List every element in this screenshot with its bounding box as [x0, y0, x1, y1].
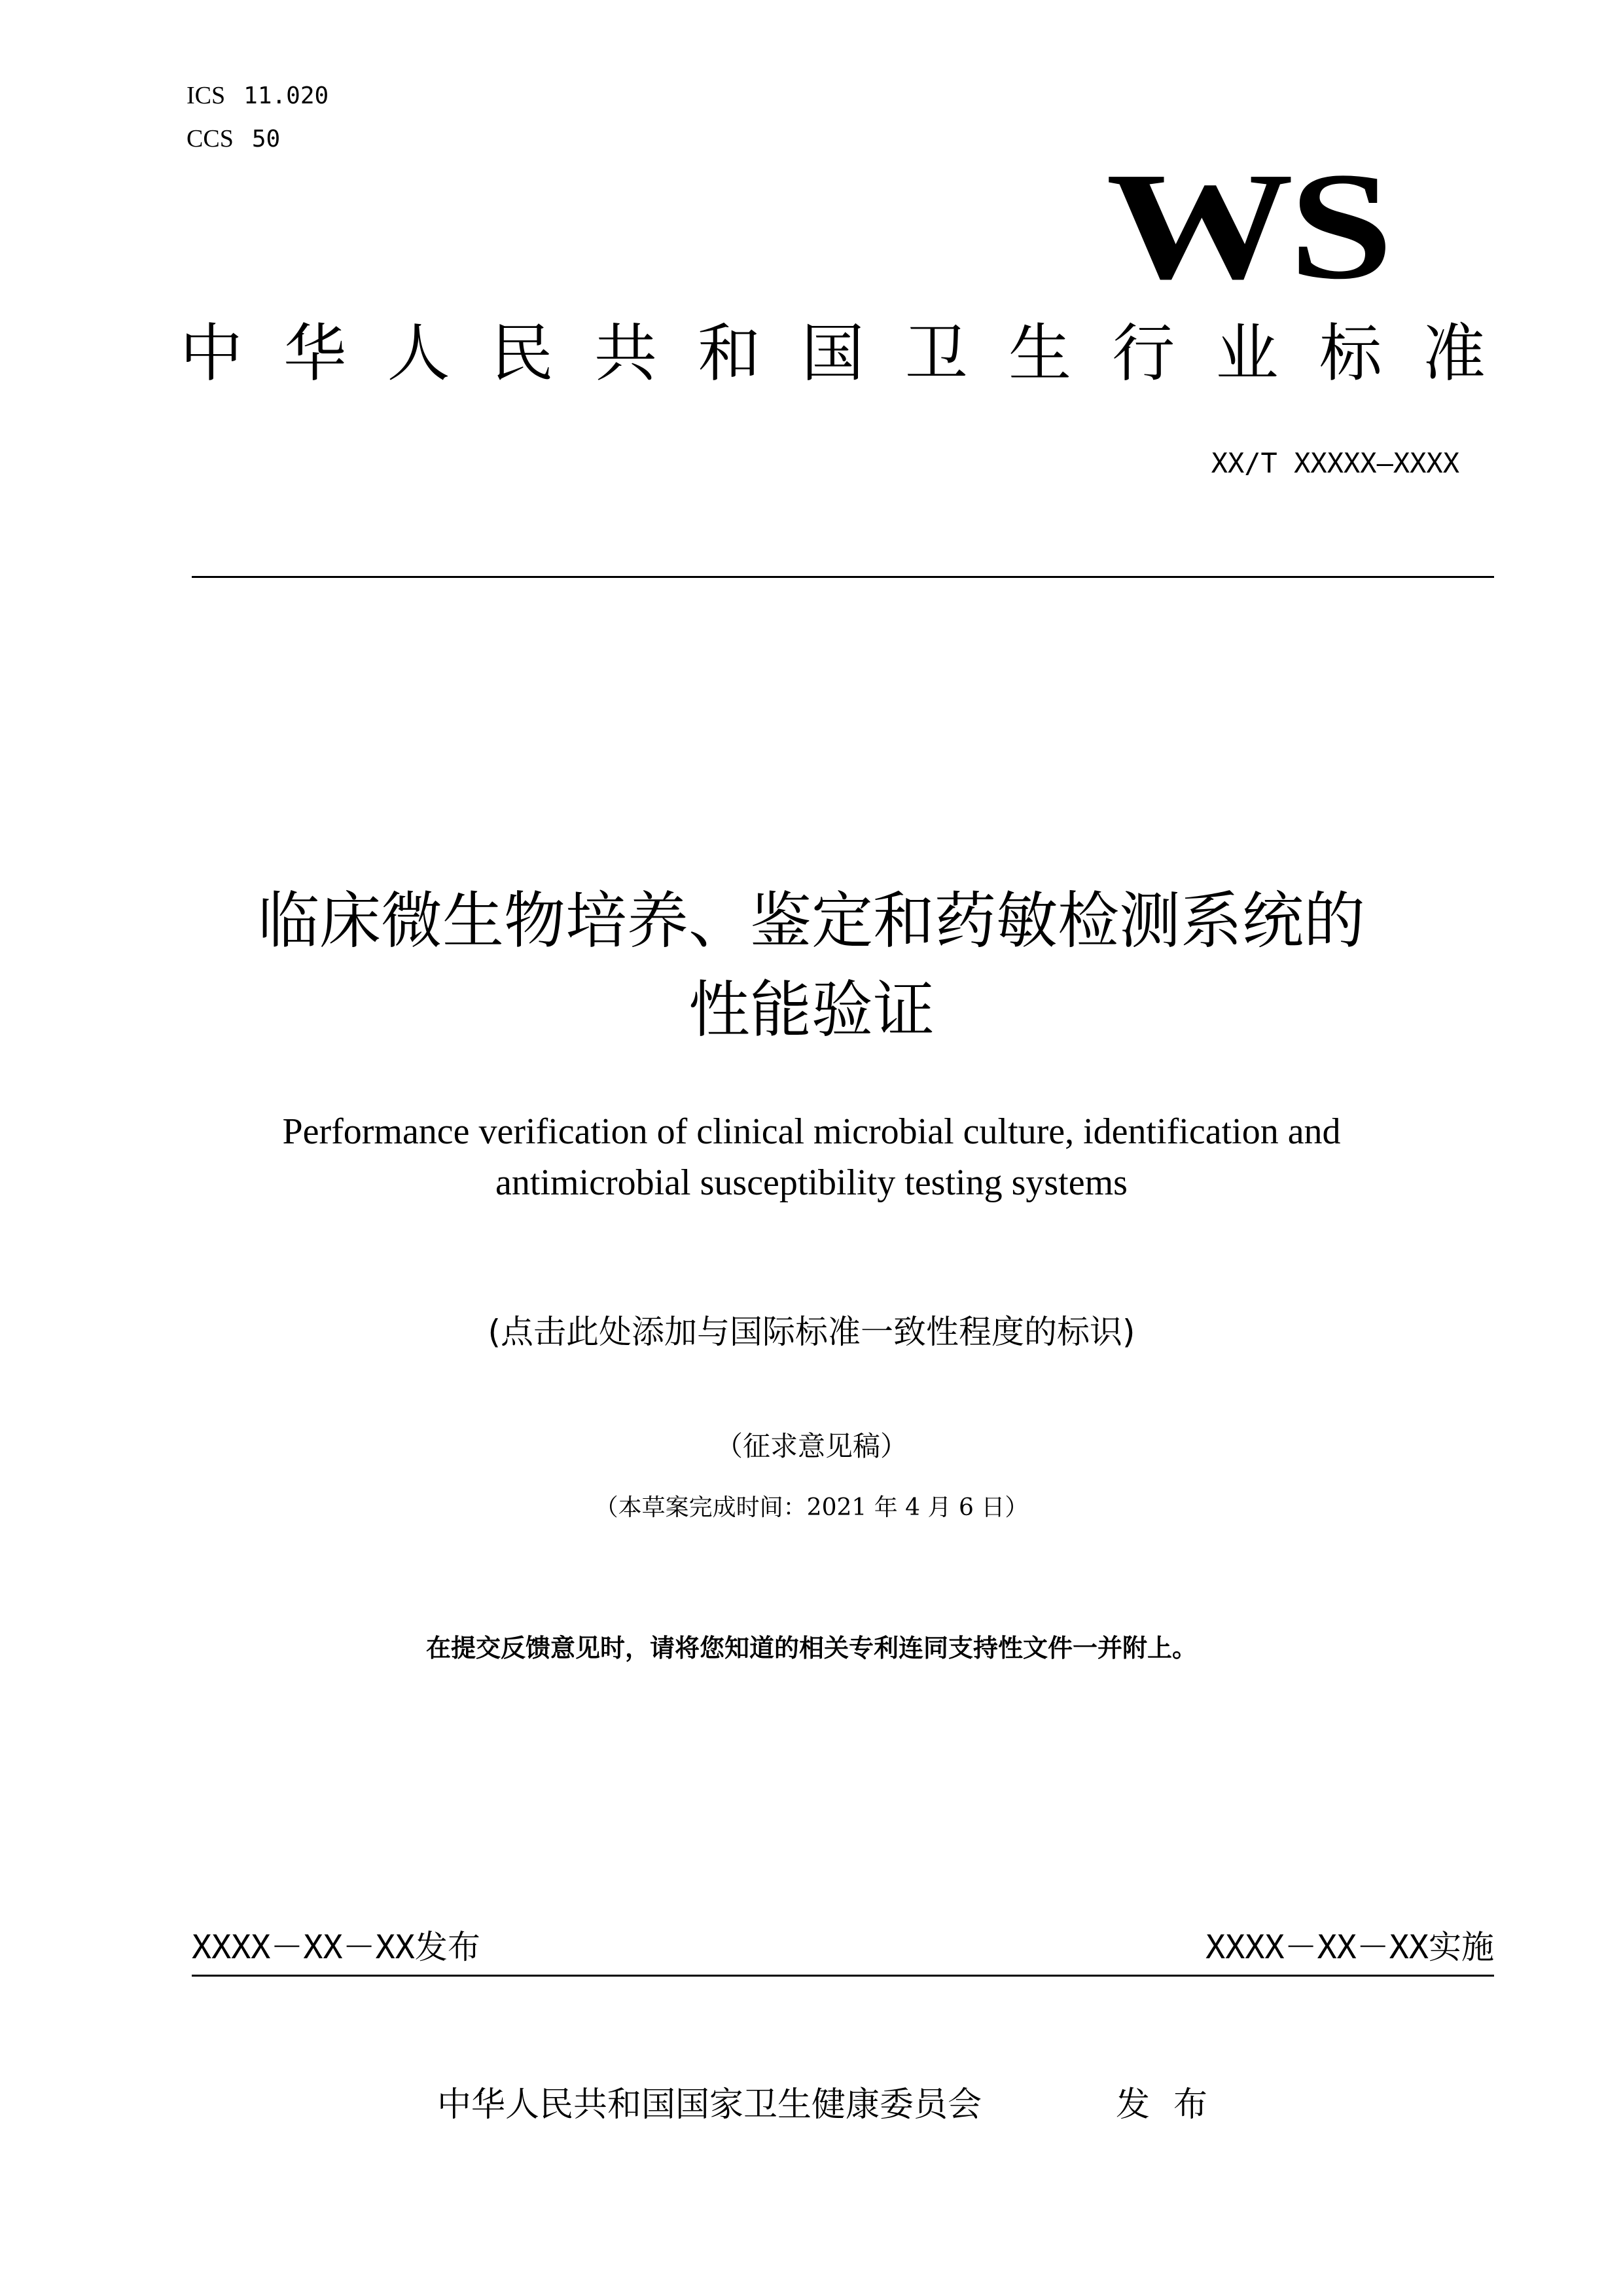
english-title: [0, 1106, 1623, 1208]
release-date: [192, 1924, 480, 1970]
standard-title-char: 民: [490, 317, 554, 390]
standard-number: XX/T XXXXX—XXXX: [1211, 447, 1459, 479]
standard-title-char: 人: [387, 317, 450, 390]
standard-title-char: 华: [283, 317, 347, 390]
header-divider: [192, 576, 1494, 578]
effective-label: 实施: [1429, 1928, 1494, 1966]
standard-title-char: 行: [1112, 317, 1175, 390]
standard-category-title: [180, 314, 1486, 393]
footer-divider: [192, 1975, 1494, 1977]
ics-code: [187, 80, 329, 112]
consistency-placeholder[interactable]: (点击此处添加与国际标准一致性程度的标识): [488, 1313, 1135, 1351]
publish-label: 发布: [1116, 2085, 1232, 2125]
standard-title-char: 和: [698, 317, 761, 390]
ccs-label: CCS: [187, 125, 234, 152]
patent-notice: 在提交反馈意见时，请将您知道的相关专利连同支持性文件一并附上。: [425, 1634, 1197, 1662]
english-title-line-2: antimicrobial susceptibility testing systems: [495, 1162, 1128, 1203]
effective-date: [1205, 1924, 1494, 1970]
chinese-title-line-1: 临床微生物培养、鉴定和药敏检测系统的: [257, 886, 1365, 957]
chinese-title: [0, 877, 1623, 1055]
standard-title-char: 中: [180, 317, 243, 390]
standard-title-char: 卫: [904, 317, 968, 390]
draft-status: （征求意见稿）: [715, 1430, 908, 1462]
draft-completion-date: （本草案完成时间：2021 年 4 月 6 日）: [594, 1494, 1029, 1521]
ccs-value: 50: [251, 126, 281, 152]
release-date-value: XXXX－XX－XX: [192, 1928, 415, 1966]
ics-value: 11.020: [243, 82, 329, 109]
english-title-line-1: Performance verification of clinical microbial culture, identification and: [282, 1111, 1341, 1152]
chinese-title-line-2: 性能验证: [688, 975, 935, 1046]
standard-title-char: 生: [1008, 317, 1071, 390]
standard-title-char: 共: [594, 317, 657, 390]
effective-date-value: XXXX－XX－XX: [1205, 1928, 1429, 1966]
ccs-code: [187, 123, 280, 155]
standard-title-char: 标: [1319, 317, 1382, 390]
release-label: 发布: [414, 1928, 480, 1966]
ws-logo: WS: [1106, 141, 1389, 311]
standard-title-char: 准: [1423, 317, 1486, 390]
ics-label: ICS: [187, 82, 226, 109]
standard-title-char: 业: [1215, 317, 1279, 390]
publisher-name: 中华人民共和国国家卫生健康委员会: [437, 2085, 982, 2125]
standard-title-char: 国: [801, 317, 865, 390]
